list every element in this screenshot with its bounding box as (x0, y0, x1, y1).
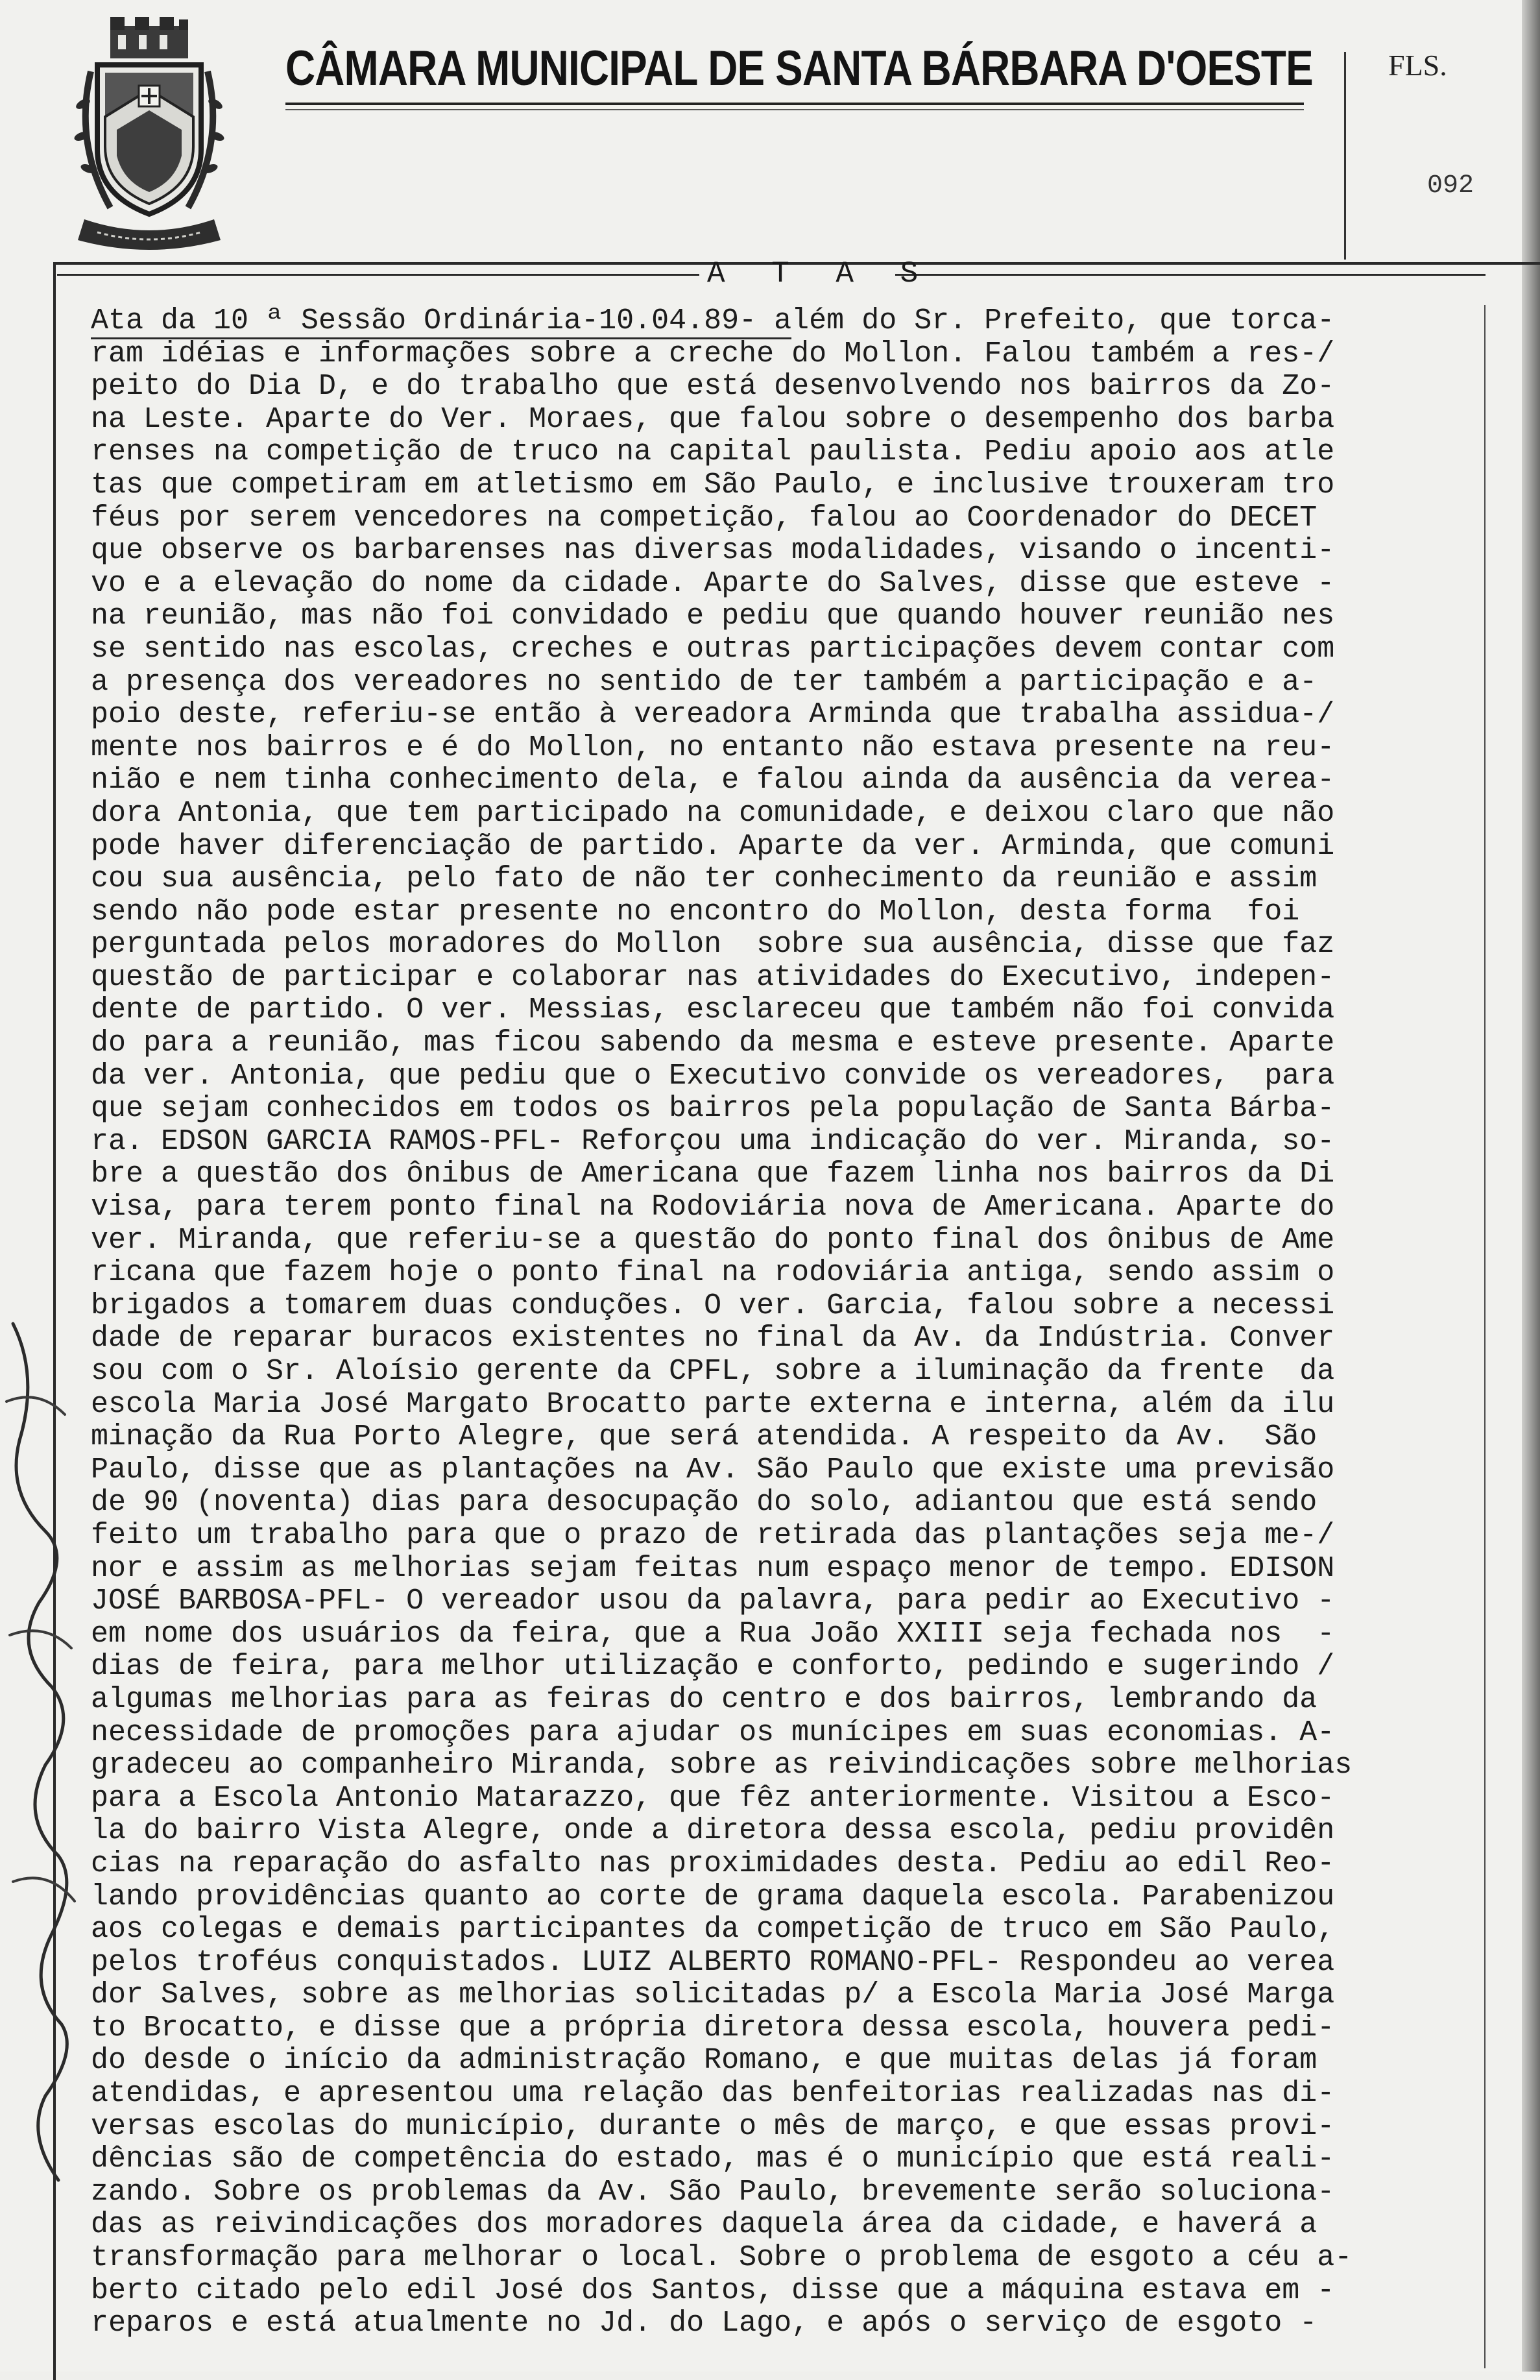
text-line: da ver. Antonia, que pediu que o Executivo convide os vereadores, para (91, 1059, 1335, 1093)
text-line: cias na reparação do asfalto nas proximidades desta. Pediu ao edil Reo- (91, 1847, 1335, 1880)
text-line: visa, para terem ponto final na Rodoviária nova de Americana. Aparte do (91, 1191, 1335, 1224)
text-line: Ata da 10 ª Sessão Ordinária-10.04.89- além do Sr. Prefeito, que torca- (91, 304, 1335, 337)
text-line: lando providências quanto ao corte de grama daquela escola. Parabenizou (91, 1880, 1335, 1913)
section-rule-left (57, 274, 699, 276)
heading-underline (91, 337, 791, 339)
text-line: dias de feira, para melhor utilização e conforto, pedindo e sugerindo / (91, 1650, 1335, 1684)
text-line: ram idéias e informações sobre a creche do Mollon. Falou também a res-/ (91, 337, 1335, 370)
text-line: JOSÉ BARBOSA-PFL- O vereador usou da palavra, para pedir ao Executivo - (91, 1585, 1335, 1618)
folio-label: FLS. (1388, 49, 1447, 82)
text-line: tas que competiram em atletismo em São Paulo, e inclusive trouxeram tro (91, 468, 1335, 502)
text-line: mente nos bairros e é do Mollon, no entanto não estava presente na reu- (91, 731, 1335, 764)
text-line: peito do Dia D, e do trabalho que está desenvolvendo nos bairros da Zo- (91, 370, 1335, 404)
text-line: brigados a tomarem duas conduções. O ver. Garcia, falou sobre a necessi (91, 1289, 1335, 1322)
handwritten-signature (0, 1298, 84, 2206)
text-line: aos colegas e demais participantes da competição de truco em São Paulo, (91, 1913, 1335, 1947)
text-line: sou com o Sr. Aloísio gerente da CPFL, sobre a iluminação da frente da (91, 1355, 1335, 1388)
text-line: nor e assim as melhorias sejam feitas num espaço menor de tempo. EDISON (91, 1551, 1335, 1585)
text-line: algumas melhorias para as feiras do centro e dos bairros, lembrando da (91, 1682, 1317, 1716)
minutes-body (91, 305, 1492, 2340)
header-rule-secondary (285, 109, 1304, 110)
text-line: questão de participar e colaborar nas atividades do Executivo, indepen- (91, 960, 1335, 994)
section-rule-right (895, 274, 1486, 276)
text-line: poio deste, referiu-se então à vereadora Arminda que trabalha assidua-/ (91, 698, 1335, 732)
text-line: ricana que fazem hoje o ponto final na rodoviária antiga, sendo assim o (91, 1256, 1335, 1290)
text-line: se sentido nas escolas, creches e outras participações devem contar com (91, 632, 1335, 666)
text-line: dente de partido. O ver. Messias, esclareceu que também não foi convida (91, 993, 1335, 1027)
text-line: sendo não pode estar presente no encontro do Mollon, desta forma foi (91, 895, 1300, 929)
text-line: escola Maria José Margato Brocatto parte externa e interna, além da ilu (91, 1387, 1335, 1421)
text-line: zando. Sobre os problemas da Av. São Paulo, brevemente serão soluciona- (91, 2175, 1335, 2209)
text-line: ver. Miranda, que referiu-se a questão do ponto final dos ônibus de Ame (91, 1223, 1335, 1257)
text-line: féus por serem vencedores na competição, falou ao Coordenador do DECET (91, 501, 1317, 535)
text-line: dor Salves, sobre as melhorias solicitadas p/ a Escola Maria José Marga (91, 1978, 1335, 2012)
text-line: do para a reunião, mas ficou sabendo da mesma e esteve presente. Aparte (91, 1026, 1335, 1060)
text-line: para a Escola Antonio Matarazzo, que fêz anteriormente. Visitou a Esco- (91, 1781, 1335, 1815)
text-line: to Brocatto, e disse que a própria diretora dessa escola, houvera pedi- (91, 2011, 1335, 2045)
text-line: vo e a elevação do nome da cidade. Aparte do Salves, disse que esteve - (91, 566, 1335, 600)
text-line: que observe os barbarenses nas diversas modalidades, visando o incenti- (91, 534, 1335, 568)
text-line: de 90 (noventa) dias para desocupação do solo, adiantou que está sendo (91, 1486, 1317, 1520)
text-line: ra. EDSON GARCIA RAMOS-PFL- Reforçou uma indicação do ver. Miranda, so- (91, 1124, 1335, 1158)
text-line: reparos e está atualmente no Jd. do Lago, e após o serviço de esgoto - (91, 2307, 1317, 2340)
coat-of-arms-icon (71, 13, 227, 253)
text-line: bre a questão dos ônibus de Americana que fazem linha nos bairros da Di (91, 1158, 1335, 1191)
text-line: a presença dos vereadores no sentido de ter também a participação e a- (91, 665, 1317, 699)
text-line: do desde o início da administração Romano, e que muitas delas já foram (91, 2044, 1317, 2078)
folio-number: 092 (1427, 171, 1474, 200)
text-line: feito um trabalho para que o prazo de retirada das plantações seja me-/ (91, 1518, 1335, 1552)
folio-divider (1344, 52, 1346, 260)
text-line: necessidade de promoções para ajudar os munícipes em suas economias. A- (91, 1716, 1335, 1749)
text-line: dora Antonia, que tem participado na comunidade, e deixou claro que não (91, 796, 1335, 830)
text-line: berto citado pelo edil José dos Santos, disse que a máquina estava em - (91, 2274, 1335, 2307)
text-line: perguntada pelos moradores do Mollon sobre sua ausência, disse que faz (91, 928, 1335, 962)
section-title: A T A S (707, 257, 933, 291)
text-line: atendidas, e apresentou uma relação das benfeitorias realizadas nas di- (91, 2077, 1335, 2111)
text-line: nião e nem tinha conhecimento dela, e falou ainda da ausência da verea- (91, 764, 1335, 797)
header-rule (285, 103, 1304, 105)
text-line: na Leste. Aparte do Ver. Moraes, que falou sobre o desempenho dos barba (91, 402, 1335, 436)
text-line: dade de reparar buracos existentes no final da Av. da Indústria. Conver (91, 1322, 1335, 1355)
text-line: minação da Rua Porto Alegre, que será atendida. A respeito da Av. São (91, 1420, 1317, 1454)
text-line: das as reivindicações dos moradores daquela área da cidade, e haverá a (91, 2208, 1317, 2242)
text-line: pode haver diferenciação de partido. Aparte da ver. Arminda, que comuni (91, 829, 1335, 863)
text-line: pelos troféus conquistados. LUIZ ALBERTO ROMANO-PFL- Respondeu ao verea (91, 1945, 1335, 1979)
text-line: versas escolas do município, durante o mês de março, e que essas provi- (91, 2109, 1335, 2143)
text-line: em nome dos usuários da feira, que a Rua João XXIII seja fechada nos - (91, 1617, 1335, 1651)
text-line: que sejam conhecidos em todos os bairros pela população de Santa Bárba- (91, 1092, 1335, 1126)
text-line: gradeceu ao companheiro Miranda, sobre as reivindicações sobre melhorias (91, 1749, 1353, 1782)
text-line: renses na competição de truco na capital paulista. Pediu apoio aos atle (91, 435, 1335, 469)
text-line: Paulo, disse que as plantações na Av. São Paulo que existe uma previsão (91, 1453, 1335, 1487)
text-line: transformação para melhorar o local. Sobre o problema de esgoto a céu a- (91, 2241, 1353, 2275)
text-line: cou sua ausência, pelo fato de não ter conhecimento da reunião e assim (91, 862, 1317, 896)
council-title: CÂMARA MUNICIPAL DE SANTA BÁRBARA D'OESTE (285, 41, 1313, 96)
text-line: na reunião, mas não foi convidado e pediu que quando houver reunião nes (91, 600, 1335, 633)
text-line: dências são de competência do estado, mas é o município que está reali- (91, 2143, 1335, 2176)
text-line: la do bairro Vista Alegre, onde a diretora dessa escola, pediu providên (91, 1814, 1335, 1848)
